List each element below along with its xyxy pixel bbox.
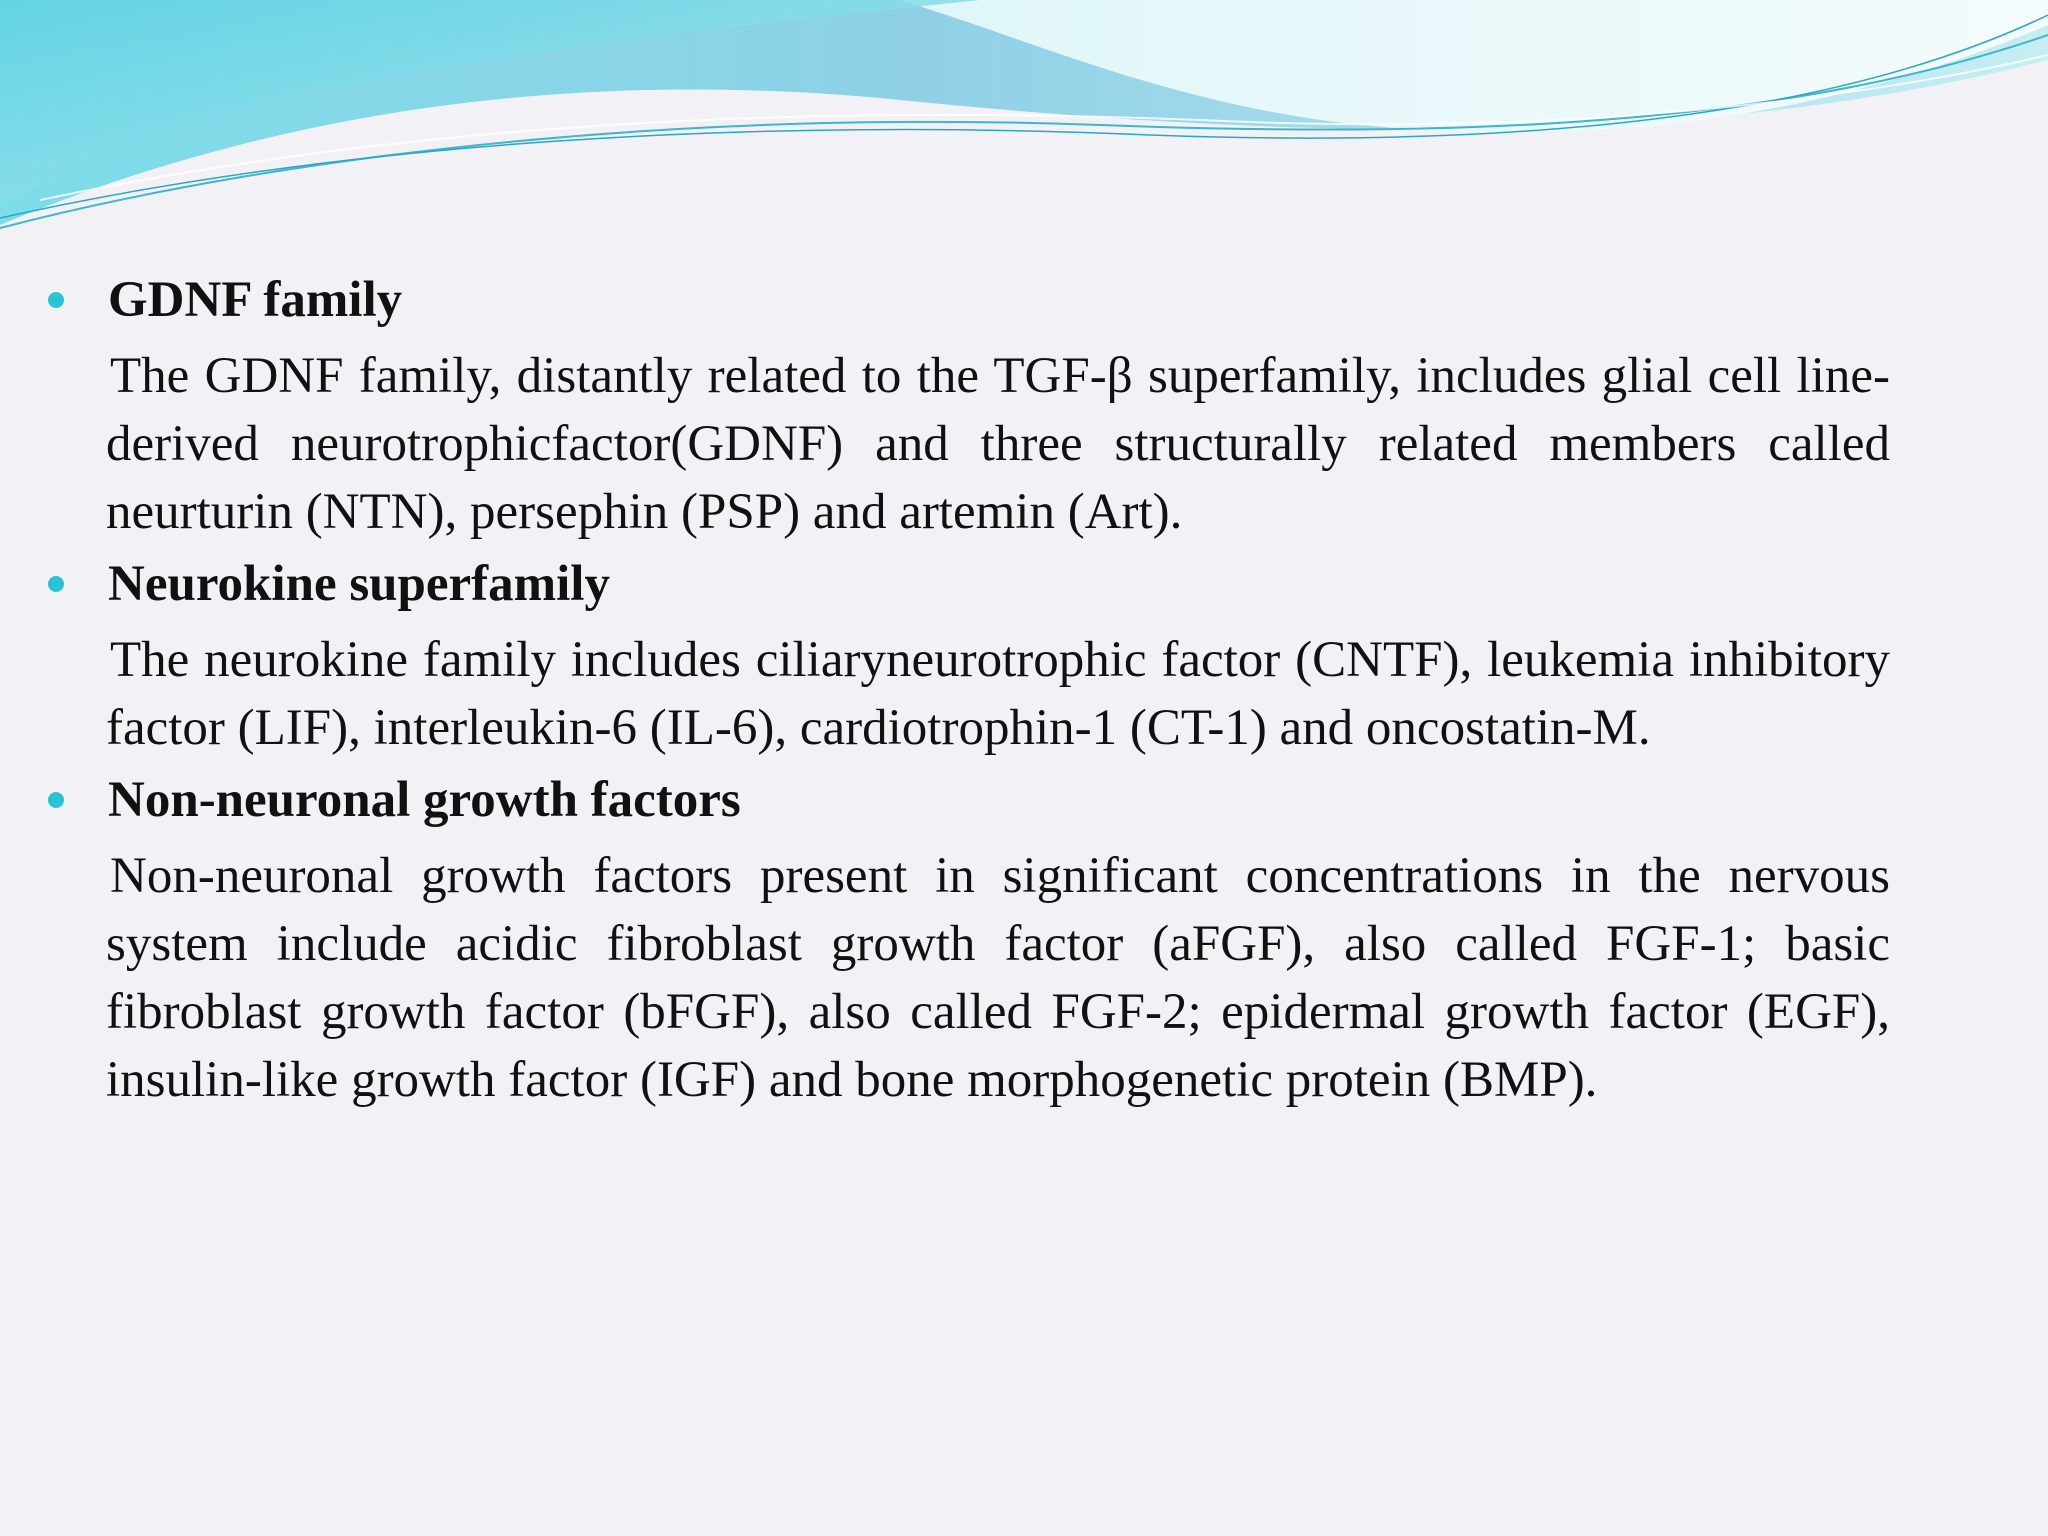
section-body: Non-neuronal growth factors present in significant concentrations in the nervous system include acidic fibroblast growth factor (aFGF), also called FGF-1; basic fibroblast growth factor (bFGF), also called FGF-2; epidermal growth factor (EGF), insulin-like growth factor (IGF) and bone morphogenetic protein (BMP).: [106, 848, 1890, 1108]
section-heading: GDNF family: [108, 272, 403, 328]
section-body: The neurokine family includes ciliaryneurotrophic factor (CNTF), leukemia inhibitory factor (LIF), interleukin-6 (IL-6), cardiotrophin-1 (CT-1) and oncostatin-M.: [106, 632, 1890, 756]
header-wave-decoration: [0, 0, 2048, 240]
section-gdnf-family: [48, 262, 1890, 546]
section-non-neuronal-growth-factors: [48, 762, 1890, 1114]
bullet-icon: [48, 576, 64, 592]
section-heading: Non-neuronal growth factors: [108, 772, 741, 828]
section-heading: Neurokine superfamily: [108, 556, 610, 612]
content-area: [48, 262, 1890, 1114]
bullet-icon: [48, 792, 64, 808]
section-neurokine-superfamily: [48, 546, 1890, 762]
bullet-icon: [48, 292, 64, 308]
section-body: The GDNF family, distantly related to the TGF-β superfamily, includes glial cell line-derived neurotrophicfactor(GDNF) and three structurally related members called neurturin (NTN), persephin (PSP) and artemin (Art).: [106, 348, 1890, 540]
